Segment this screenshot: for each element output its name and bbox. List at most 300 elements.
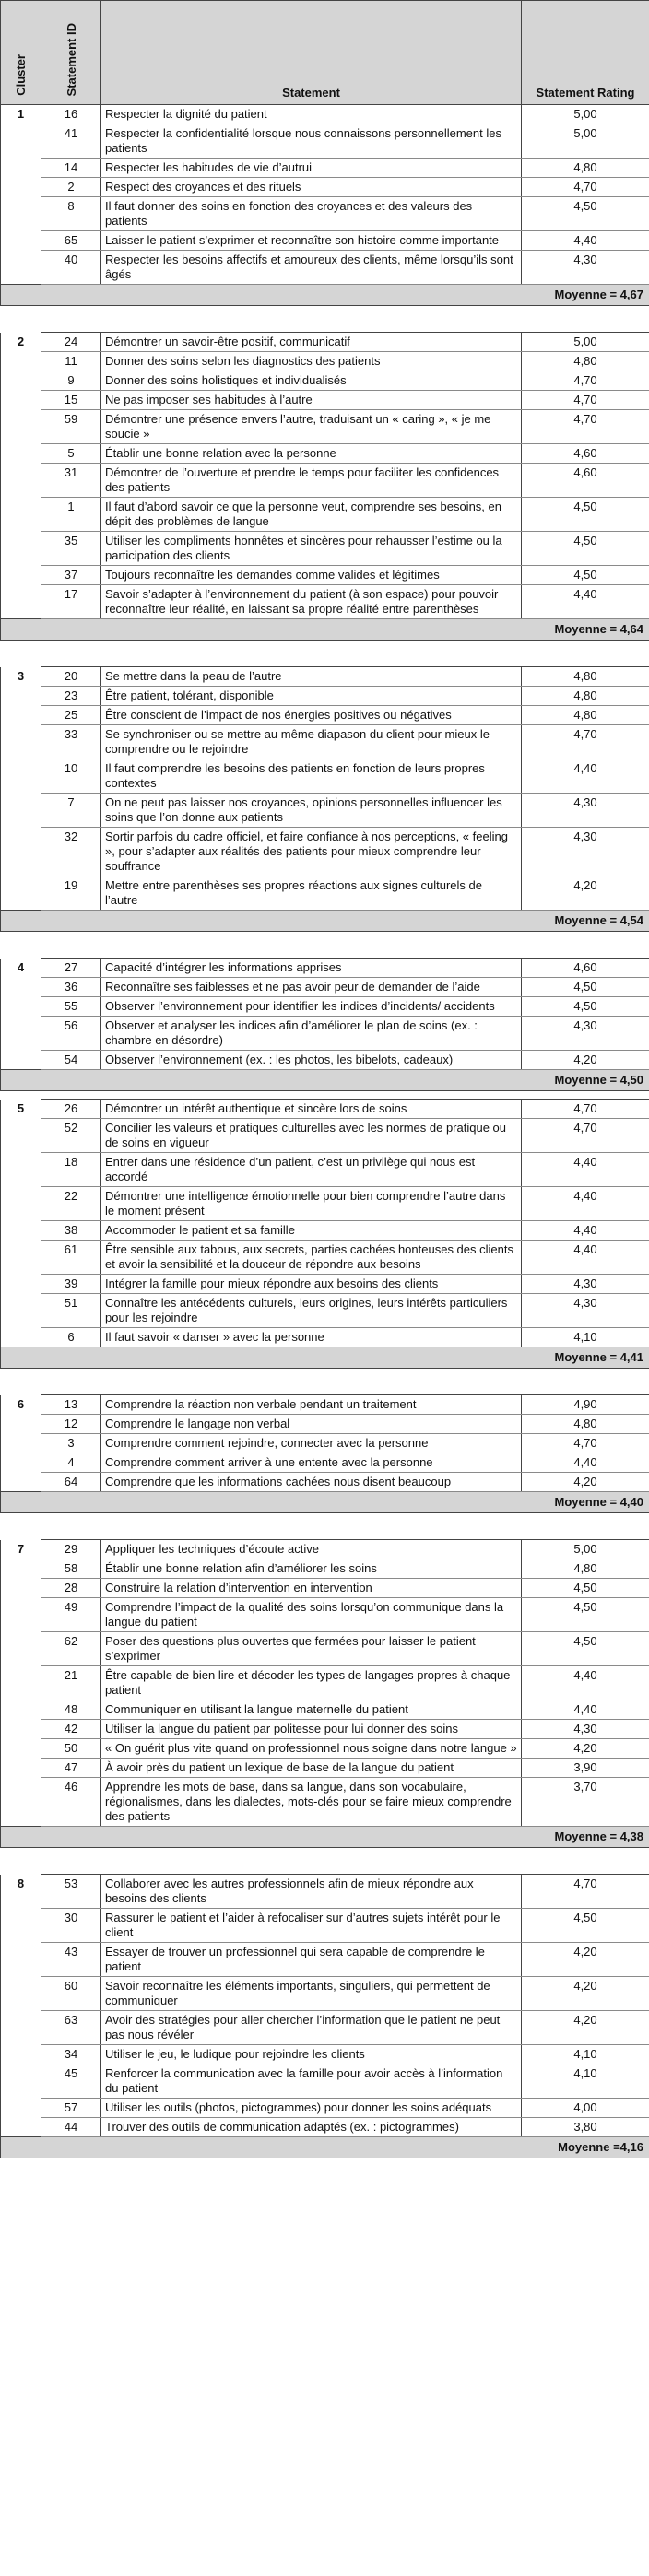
statement-rating: 4,40 [522, 585, 649, 619]
table-row [1, 464, 649, 498]
statement-id: 60 [41, 1977, 101, 2011]
table-row [1, 352, 649, 371]
statement-rating: 4,30 [522, 251, 649, 285]
table-row [1, 1666, 649, 1700]
cluster-cell [1, 2011, 41, 2045]
statement-text: Donner des soins holistiques et individualisés [101, 371, 522, 391]
table-row [1, 1017, 649, 1051]
cluster-cell [1, 1778, 41, 1827]
cluster-average-row [1, 2137, 649, 2158]
table-row [1, 1632, 649, 1666]
table-row [1, 1241, 649, 1275]
cluster-spacer [1, 306, 649, 333]
cluster-number: 2 [1, 333, 41, 352]
statement-id: 57 [41, 2099, 101, 2118]
statement-id: 59 [41, 410, 101, 444]
statement-text: Se mettre dans la peau de l’autre [101, 667, 522, 687]
statement-id: 34 [41, 2045, 101, 2064]
cluster-cell [1, 1598, 41, 1632]
table-row [1, 159, 649, 178]
cluster-spacer [1, 1091, 649, 1100]
statement-rating: 4,50 [522, 1598, 649, 1632]
statement-rating: 4,20 [522, 1977, 649, 2011]
statement-rating: 4,70 [522, 371, 649, 391]
statement-rating: 4,80 [522, 159, 649, 178]
statement-id: 38 [41, 1221, 101, 1241]
statement-rating: 4,20 [522, 876, 649, 911]
statement-text: Comprendre l’impact de la qualité des soins lorsqu’on communique dans la langue du patient [101, 1598, 522, 1632]
statement-id: 23 [41, 687, 101, 706]
statement-rating: 4,20 [522, 1473, 649, 1492]
statement-text: Collaborer avec les autres professionnels afin de mieux répondre aux besoins des clients [101, 1875, 522, 1909]
statement-id: 63 [41, 2011, 101, 2045]
statement-rating: 4,30 [522, 1017, 649, 1051]
statement-id: 14 [41, 159, 101, 178]
statement-text: Comprendre la réaction non verbale pendant un traitement [101, 1395, 522, 1415]
statement-id: 62 [41, 1632, 101, 1666]
table-row [1, 1100, 649, 1119]
cluster-cell [1, 1700, 41, 1720]
cluster-cell [1, 1221, 41, 1241]
statement-id: 56 [41, 1017, 101, 1051]
cluster-cell [1, 1632, 41, 1666]
statement-id: 45 [41, 2064, 101, 2099]
cluster-cell [1, 444, 41, 464]
table-row [1, 498, 649, 532]
cluster-number: 3 [1, 667, 41, 687]
statement-rating: 4,30 [522, 828, 649, 876]
cluster-number: 6 [1, 1395, 41, 1415]
statement-text: Respecter la confidentialité lorsque nous connaissons personnellement les patients [101, 124, 522, 159]
statement-id: 36 [41, 978, 101, 997]
statement-id: 37 [41, 566, 101, 585]
table-row [1, 1328, 649, 1347]
statement-id: 11 [41, 352, 101, 371]
cluster-average-row [1, 1070, 649, 1091]
cluster-cell [1, 978, 41, 997]
statement-text: Il faut savoir « danser » avec la personne [101, 1328, 522, 1347]
statement-rating: 4,50 [522, 997, 649, 1017]
statement-id: 7 [41, 794, 101, 828]
statement-rating: 5,00 [522, 105, 649, 124]
cluster-cell [1, 585, 41, 619]
cluster-cell [1, 1720, 41, 1739]
statement-text: Observer l’environnement pour identifier les indices d’incidents/ accidents [101, 997, 522, 1017]
statement-rating: 4,80 [522, 706, 649, 725]
statement-text: « On guérit plus vite quand on professionnel nous soigne dans notre langue » [101, 1739, 522, 1759]
cluster-cell [1, 1187, 41, 1221]
statement-rating: 5,00 [522, 333, 649, 352]
statement-text: Poser des questions plus ouvertes que fermées pour laisser le patient s’exprimer [101, 1632, 522, 1666]
statement-rating: 4,30 [522, 1720, 649, 1739]
statement-text: Utiliser les compliments honnêtes et sincères pour rehausser l’estime ou la participation des clients [101, 532, 522, 566]
statement-id: 33 [41, 725, 101, 759]
statement-rating: 4,40 [522, 231, 649, 251]
statement-id: 53 [41, 1875, 101, 1909]
table-row [1, 1759, 649, 1778]
statement-rating: 4,80 [522, 352, 649, 371]
statement-rating: 4,30 [522, 1294, 649, 1328]
statement-rating: 4,40 [522, 759, 649, 794]
statement-id: 18 [41, 1153, 101, 1187]
statement-id: 49 [41, 1598, 101, 1632]
cluster-number: 5 [1, 1100, 41, 1119]
cluster-cell [1, 1119, 41, 1153]
cluster-cell [1, 1666, 41, 1700]
statement-rating: 5,00 [522, 124, 649, 159]
cluster-cell [1, 532, 41, 566]
cluster-cell [1, 1153, 41, 1187]
cluster-average-row [1, 1347, 649, 1369]
table-row [1, 725, 649, 759]
statement-id: 40 [41, 251, 101, 285]
statement-rating: 4,50 [522, 1579, 649, 1598]
statement-rating: 4,20 [522, 1051, 649, 1070]
statement-id: 4 [41, 1453, 101, 1473]
statement-id: 43 [41, 1943, 101, 1977]
statement-text: Savoir reconnaître les éléments importants, singuliers, qui permettent de communiquer [101, 1977, 522, 2011]
cluster-cell [1, 1579, 41, 1598]
table-row [1, 1540, 649, 1559]
table-row [1, 1051, 649, 1070]
statement-rating: 4,70 [522, 1100, 649, 1119]
statement-text: Intégrer la famille pour mieux répondre aux besoins des clients [101, 1275, 522, 1294]
statement-rating: 4,60 [522, 444, 649, 464]
table-row [1, 1778, 649, 1827]
statement-text: Appliquer les techniques d’écoute active [101, 1540, 522, 1559]
cluster-cell [1, 410, 41, 444]
table-row [1, 566, 649, 585]
statement-text: Être sensible aux tabous, aux secrets, parties cachées honteuses des clients et avoir la sensibilité et la douceur de répondre aux besoins [101, 1241, 522, 1275]
statement-id: 20 [41, 667, 101, 687]
cluster-cell [1, 124, 41, 159]
cluster-cell [1, 231, 41, 251]
cluster-cell [1, 828, 41, 876]
table-row [1, 828, 649, 876]
cluster-spacer [1, 641, 649, 667]
statement-rating: 3,70 [522, 1778, 649, 1827]
cluster-cell [1, 2118, 41, 2137]
cluster-average-row [1, 1492, 649, 1513]
statement-id: 44 [41, 2118, 101, 2137]
statement-rating: 4,90 [522, 1395, 649, 1415]
statement-rating: 4,40 [522, 1453, 649, 1473]
cluster-cell [1, 1759, 41, 1778]
statement-text: Il faut comprendre les besoins des patients en fonction de leurs propres contextes [101, 759, 522, 794]
cluster-average: Moyenne =4,16 [1, 2137, 649, 2158]
statement-id: 61 [41, 1241, 101, 1275]
cluster-spacer [1, 1513, 649, 1540]
statement-text: Mettre entre parenthèses ses propres réactions aux signes culturels de l’autre [101, 876, 522, 911]
spacer-cell [1, 932, 649, 959]
table-row [1, 1221, 649, 1241]
statement-rating: 3,80 [522, 2118, 649, 2137]
statement-rating: 4,50 [522, 1909, 649, 1943]
statement-text: Accommoder le patient et sa famille [101, 1221, 522, 1241]
statement-text: Établir une bonne relation avec la personne [101, 444, 522, 464]
statement-text: Capacité d’intégrer les informations apprises [101, 959, 522, 978]
cluster-cell [1, 1051, 41, 1070]
cluster-cell [1, 997, 41, 1017]
cluster-cell [1, 1453, 41, 1473]
statement-id: 42 [41, 1720, 101, 1739]
header-statement-id-label: Statement ID [64, 22, 78, 96]
statement-id: 52 [41, 1119, 101, 1153]
table-body [1, 105, 649, 2158]
statement-id: 54 [41, 1051, 101, 1070]
statement-rating: 4,40 [522, 1221, 649, 1241]
table-row [1, 1275, 649, 1294]
cluster-cell [1, 687, 41, 706]
table-row [1, 1700, 649, 1720]
header-statement-id [41, 1, 101, 105]
statement-rating: 4,70 [522, 178, 649, 197]
statement-rating: 4,50 [522, 566, 649, 585]
table-row [1, 1187, 649, 1221]
cluster-cell [1, 1559, 41, 1579]
cluster-cell [1, 794, 41, 828]
statement-text: Respecter les habitudes de vie d’autrui [101, 159, 522, 178]
statement-id: 48 [41, 1700, 101, 1720]
header-row [1, 1, 649, 105]
statement-id: 39 [41, 1275, 101, 1294]
table-row [1, 231, 649, 251]
cluster-cell [1, 1415, 41, 1434]
statement-text: Reconnaître ses faiblesses et ne pas avoir peur de demander de l’aide [101, 978, 522, 997]
cluster-cell [1, 706, 41, 725]
statement-id: 32 [41, 828, 101, 876]
statement-rating: 4,20 [522, 1943, 649, 1977]
statement-text: Respect des croyances et des rituels [101, 178, 522, 197]
table-row [1, 759, 649, 794]
statement-id: 16 [41, 105, 101, 124]
statement-id: 28 [41, 1579, 101, 1598]
statement-rating: 4,40 [522, 1241, 649, 1275]
statement-rating: 4,70 [522, 1875, 649, 1909]
statement-text: Comprendre que les informations cachées nous disent beaucoup [101, 1473, 522, 1492]
cluster-cell [1, 1294, 41, 1328]
statement-rating: 4,70 [522, 1119, 649, 1153]
cluster-average-row [1, 619, 649, 641]
statement-text: Utiliser le jeu, le ludique pour rejoindre les clients [101, 2045, 522, 2064]
statement-text: Sortir parfois du cadre officiel, et faire confiance à nos perceptions, « feeling », pour s’adapter aux réalités des patients pour mieux comprendre leur souffrance [101, 828, 522, 876]
cluster-cell [1, 566, 41, 585]
statement-id: 17 [41, 585, 101, 619]
statement-id: 24 [41, 333, 101, 352]
table-row [1, 1453, 649, 1473]
statement-text: Démontrer de l’ouverture et prendre le temps pour faciliter les confidences des patients [101, 464, 522, 498]
statement-id: 1 [41, 498, 101, 532]
cluster-average-row [1, 285, 649, 306]
statement-text: Observer l’environnement (ex. : les photos, les bibelots, cadeaux) [101, 1051, 522, 1070]
statement-id: 12 [41, 1415, 101, 1434]
cluster-average: Moyenne = 4,38 [1, 1827, 649, 1848]
cluster-cell [1, 1473, 41, 1492]
statement-rating: 4,20 [522, 1739, 649, 1759]
statement-rating: 4,80 [522, 687, 649, 706]
statement-rating: 5,00 [522, 1540, 649, 1559]
statement-text: Il faut d’abord savoir ce que la personne veut, comprendre ses besoins, en dépit des problèmes de langue [101, 498, 522, 532]
statement-text: Renforcer la communication avec la famille pour avoir accès à l’information du patient [101, 2064, 522, 2099]
table-row [1, 959, 649, 978]
cluster-cell [1, 1977, 41, 2011]
statement-rating: 4,40 [522, 1700, 649, 1720]
statement-text: Construire la relation d’intervention en intervention [101, 1579, 522, 1598]
table-row [1, 1294, 649, 1328]
cluster-cell [1, 178, 41, 197]
statement-id: 6 [41, 1328, 101, 1347]
table-row [1, 1977, 649, 2011]
statement-text: Être capable de bien lire et décoder les types de langages propres à chaque patient [101, 1666, 522, 1700]
cluster-average: Moyenne = 4,54 [1, 911, 649, 932]
spacer-cell [1, 1369, 649, 1395]
cluster-cell [1, 1017, 41, 1051]
table-row [1, 2099, 649, 2118]
header-cluster [1, 1, 41, 105]
statement-rating: 4,60 [522, 959, 649, 978]
statement-id: 58 [41, 1559, 101, 1579]
table-row [1, 1395, 649, 1415]
statement-text: Observer et analyser les indices afin d’améliorer le plan de soins (ex. : chambre en désordre) [101, 1017, 522, 1051]
table-row [1, 706, 649, 725]
table-row [1, 444, 649, 464]
statement-text: Avoir des stratégies pour aller chercher l’information que le patient ne peut pas nous révéler [101, 2011, 522, 2045]
statement-id: 21 [41, 1666, 101, 1700]
table-row [1, 532, 649, 566]
table-row [1, 1598, 649, 1632]
statement-id: 22 [41, 1187, 101, 1221]
statement-rating: 4,20 [522, 2011, 649, 2045]
statement-id: 9 [41, 371, 101, 391]
spacer-cell [1, 1513, 649, 1540]
statement-text: Rassurer le patient et l’aider à refocaliser sur d’autres sujets intérêt pour le client [101, 1909, 522, 1943]
table-row [1, 197, 649, 231]
statement-rating: 4,60 [522, 464, 649, 498]
statement-rating: 4,70 [522, 1434, 649, 1453]
cluster-average-row [1, 1827, 649, 1848]
cluster-cell [1, 371, 41, 391]
statement-text: Comprendre le langage non verbal [101, 1415, 522, 1434]
statement-rating: 4,30 [522, 1275, 649, 1294]
table-row [1, 1943, 649, 1977]
statement-text: À avoir près du patient un lexique de base de la langue du patient [101, 1759, 522, 1778]
statement-id: 8 [41, 197, 101, 231]
cluster-spacer [1, 932, 649, 959]
statement-rating: 4,50 [522, 978, 649, 997]
statement-id: 2 [41, 178, 101, 197]
statement-rating: 4,00 [522, 2099, 649, 2118]
cluster-cell [1, 251, 41, 285]
statement-id: 27 [41, 959, 101, 978]
statement-id: 51 [41, 1294, 101, 1328]
table-row [1, 2011, 649, 2045]
statement-rating: 4,30 [522, 794, 649, 828]
statement-rating: 4,70 [522, 410, 649, 444]
table-row [1, 410, 649, 444]
statement-rating: 4,10 [522, 2064, 649, 2099]
cluster-number: 1 [1, 105, 41, 124]
header-statement: Statement [101, 1, 522, 105]
cluster-cell [1, 159, 41, 178]
cluster-average: Moyenne = 4,67 [1, 285, 649, 306]
statement-text: Être patient, tolérant, disponible [101, 687, 522, 706]
spacer-cell [1, 306, 649, 333]
table-row [1, 2118, 649, 2137]
statement-id: 15 [41, 391, 101, 410]
statement-rating: 4,70 [522, 391, 649, 410]
statement-id: 19 [41, 876, 101, 911]
statement-rating: 4,40 [522, 1666, 649, 1700]
statement-id: 13 [41, 1395, 101, 1415]
statement-text: Trouver des outils de communication adaptés (ex. : pictogrammes) [101, 2118, 522, 2137]
statement-id: 29 [41, 1540, 101, 1559]
statement-text: Comprendre comment arriver à une entente avec la personne [101, 1453, 522, 1473]
table-row [1, 178, 649, 197]
table-row [1, 2064, 649, 2099]
statement-id: 25 [41, 706, 101, 725]
statement-id: 41 [41, 124, 101, 159]
table-row [1, 105, 649, 124]
table-row [1, 585, 649, 619]
table-row [1, 794, 649, 828]
statement-id: 35 [41, 532, 101, 566]
statement-rating: 4,50 [522, 498, 649, 532]
statement-id: 46 [41, 1778, 101, 1827]
statement-text: Comprendre comment rejoindre, connecter avec la personne [101, 1434, 522, 1453]
table-row [1, 1739, 649, 1759]
statement-id: 26 [41, 1100, 101, 1119]
cluster-cell [1, 2064, 41, 2099]
spacer-cell [1, 641, 649, 667]
statement-rating: 3,90 [522, 1759, 649, 1778]
cluster-cell [1, 2045, 41, 2064]
statement-id: 50 [41, 1739, 101, 1759]
statement-text: Respecter la dignité du patient [101, 105, 522, 124]
table-row [1, 1720, 649, 1739]
statement-id: 55 [41, 997, 101, 1017]
table-row [1, 667, 649, 687]
statement-text: Il faut donner des soins en fonction des croyances et des valeurs des patients [101, 197, 522, 231]
table-row [1, 1579, 649, 1598]
cluster-cell [1, 498, 41, 532]
statement-text: Connaître les antécédents culturels, leurs origines, leurs intérêts particuliers pour les rejoindre [101, 1294, 522, 1328]
cluster-cell [1, 1328, 41, 1347]
cluster-cell [1, 876, 41, 911]
statement-rating: 4,50 [522, 532, 649, 566]
cluster-number: 8 [1, 1875, 41, 1909]
statement-text: Toujours reconnaître les demandes comme valides et légitimes [101, 566, 522, 585]
statement-id: 30 [41, 1909, 101, 1943]
statement-rating: 4,70 [522, 725, 649, 759]
table-row [1, 687, 649, 706]
statement-text: Savoir s’adapter à l’environnement du patient (à son espace) pour pouvoir reconnaître leur réalité, en laissant sa propre réalité entre parenthèses [101, 585, 522, 619]
statement-text: Ne pas imposer ses habitudes à l’autre [101, 391, 522, 410]
statement-text: Concilier les valeurs et pratiques culturelles avec les normes de pratique ou de soins en vigueur [101, 1119, 522, 1153]
statement-text: Être conscient de l’impact de nos énergies positives ou négatives [101, 706, 522, 725]
table-row [1, 333, 649, 352]
statement-text: Communiquer en utilisant la langue maternelle du patient [101, 1700, 522, 1720]
cluster-average: Moyenne = 4,50 [1, 1070, 649, 1091]
table-row [1, 124, 649, 159]
cluster-average: Moyenne = 4,64 [1, 619, 649, 641]
cluster-spacer [1, 1848, 649, 1875]
cluster-cell [1, 1241, 41, 1275]
cluster-average: Moyenne = 4,40 [1, 1492, 649, 1513]
cluster-cell [1, 391, 41, 410]
cluster-cell [1, 759, 41, 794]
statement-rating: 4,10 [522, 1328, 649, 1347]
table-row [1, 876, 649, 911]
